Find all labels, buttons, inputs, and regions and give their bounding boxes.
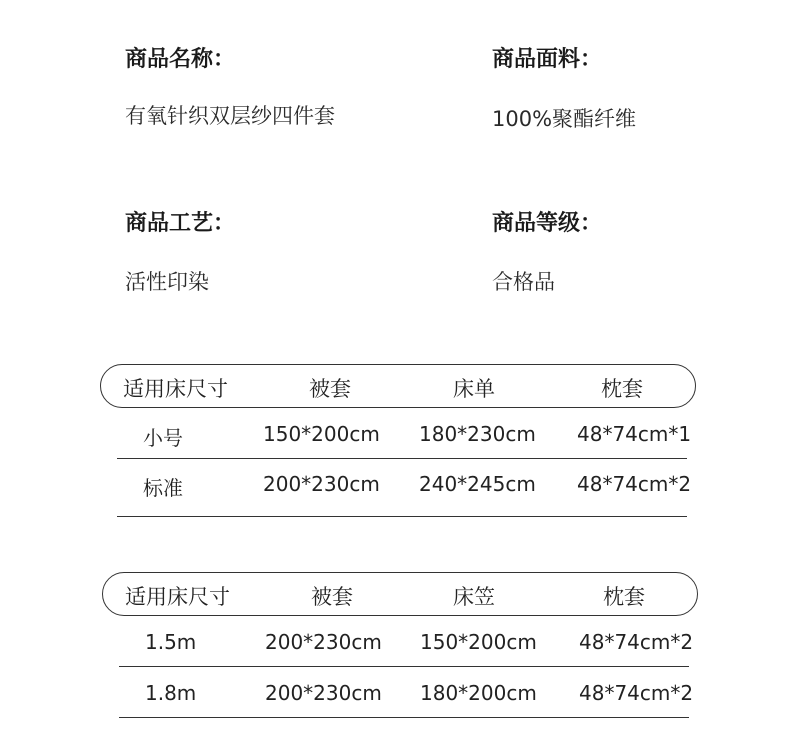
spec-label: 商品等级： — [492, 211, 603, 236]
table-cell: 标准 — [143, 476, 183, 500]
table-cell: 200*230cm — [263, 472, 380, 496]
spec-value: 有氧针织双层纱四件套 — [125, 104, 335, 128]
header-cell: 枕套 — [603, 585, 645, 609]
table-cell: 1.8m — [145, 681, 197, 705]
header-cell: 适用床尺寸 — [125, 585, 230, 609]
table-row — [117, 459, 692, 517]
table-cell: 150*200cm — [263, 422, 380, 446]
table-row — [119, 667, 694, 718]
table-header — [100, 364, 696, 408]
table-cell: 200*230cm — [265, 681, 382, 705]
table-cell: 240*245cm — [419, 472, 536, 496]
size-table-2 — [102, 572, 698, 718]
table-cell: 48*74cm*1 — [577, 422, 692, 446]
spec-product-name — [125, 42, 335, 128]
header-cell: 适用床尺寸 — [123, 377, 228, 401]
header-cell: 被套 — [311, 585, 353, 609]
header-cell: 枕套 — [601, 377, 643, 401]
spec-grade — [492, 206, 603, 294]
size-table-1 — [100, 364, 696, 517]
table-row — [117, 408, 692, 459]
header-cell: 床单 — [453, 377, 495, 401]
table-cell: 48*74cm*2 — [579, 681, 694, 705]
table-cell: 48*74cm*2 — [579, 630, 694, 654]
spec-fabric — [492, 42, 637, 131]
table-cell: 48*74cm*2 — [577, 472, 692, 496]
header-cell: 床笠 — [453, 585, 495, 609]
table-header — [102, 572, 698, 616]
table-row — [119, 616, 694, 667]
table-cell: 150*200cm — [420, 630, 537, 654]
table-cell: 1.5m — [145, 630, 197, 654]
spec-label: 商品名称： — [125, 47, 236, 72]
table-cell: 180*230cm — [419, 422, 536, 446]
spec-label: 商品工艺： — [125, 211, 236, 236]
spec-label: 商品面料： — [492, 47, 603, 72]
spec-process — [125, 206, 236, 294]
header-cell: 被套 — [309, 377, 351, 401]
spec-value: 100%聚酯纤维 — [492, 107, 637, 131]
table-cell: 200*230cm — [265, 630, 382, 654]
table-cell: 180*200cm — [420, 681, 537, 705]
spec-value: 活性印染 — [125, 270, 209, 294]
table-cell: 小号 — [143, 426, 183, 450]
spec-value: 合格品 — [492, 270, 555, 294]
